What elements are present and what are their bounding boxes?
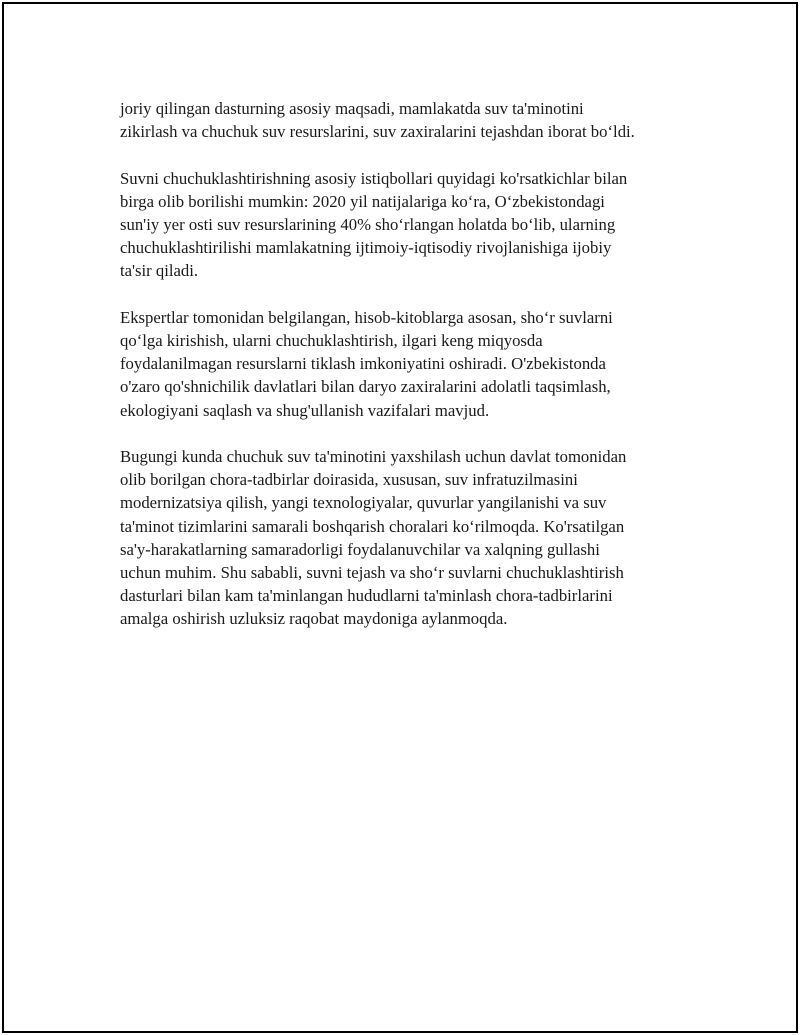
page-frame bbox=[2, 2, 798, 1033]
text-line: Suvni chuchuklashtirishning asosiy istiqbollari quyidagi ko'rsatkichlar bilan bbox=[120, 168, 628, 188]
text-line: zikirlash va chuchuk suv resurslarini, suv zaxiralarini tejashdan iborat bo‘ldi. bbox=[120, 122, 635, 142]
text-line: ekologiyani saqlash va shug'ullanish vazifalari mavjud. bbox=[120, 400, 490, 420]
paragraph-1 bbox=[120, 97, 700, 143]
text-line: chuchuklashtirilishi mamlakatning ijtimoiy-iqtisodiy rivojlanishiga ijobiy bbox=[120, 238, 612, 258]
text-line: ta'minot tizimlarini samarali boshqarish choralari ko‘rilmoqda. Ko'rsatilgan bbox=[120, 516, 625, 536]
text-line: dasturlari bilan kam ta'minlangan hududlarni ta'minlash chora-tadbirlarini bbox=[120, 586, 613, 606]
text-line: birga olib borilishi mumkin: 2020 yil natijalariga ko‘ra, O‘zbekistondagi bbox=[120, 191, 605, 211]
text-line: sa'y-harakatlarning samaradorligi foydalanuvchilar va xalqning gullashi bbox=[120, 539, 600, 559]
text-line: joriy qilingan dasturning asosiy maqsadi, mamlakatda suv ta'minotini bbox=[120, 99, 584, 118]
text-line: Ekspertlar tomonidan belgilangan, hisob-kitoblarga asosan, sho‘r suvlarni bbox=[120, 307, 613, 327]
text-line: foydalanilmagan resurslarni tiklash imkoniyatini oshiradi. O'zbekistonda bbox=[120, 354, 606, 374]
text-line: sun'iy yer osti suv resurslarining 40% sho‘rlangan holatda bo‘lib, ularning bbox=[120, 215, 616, 234]
text-line: ta'sir qiladi. bbox=[120, 261, 199, 281]
text-line: qo‘lga kirishish, ularni chuchuklashtirish, ilgari keng miqyosda bbox=[120, 331, 543, 350]
text-line: olib borilgan chora-tadbirlar doirasida, xususan, suv infratuzilmasini bbox=[120, 470, 578, 490]
text-line: modernizatsiya qilish, yangi texnologiyalar, quvurlar yangilanishi va suv bbox=[120, 493, 607, 513]
paragraph-2 bbox=[120, 167, 700, 283]
paragraph-3 bbox=[120, 306, 700, 422]
text-line: Bugungi kunda chuchuk suv ta'minotini yaxshilash uchun davlat tomonidan bbox=[120, 447, 627, 466]
text-line: uchun muhim. Shu sababli, suvni tejash va sho‘r suvlarni chuchuklashtirish bbox=[120, 563, 624, 583]
paragraph-4 bbox=[120, 445, 700, 631]
text-line: amalga oshirish uzluksiz raqobat maydoniga aylanmoqda. bbox=[120, 609, 508, 629]
text-line: o'zaro qo'shnichilik davlatlari bilan daryo zaxiralarini adolatli taqsimlash, bbox=[120, 377, 611, 397]
document-body bbox=[120, 97, 700, 654]
